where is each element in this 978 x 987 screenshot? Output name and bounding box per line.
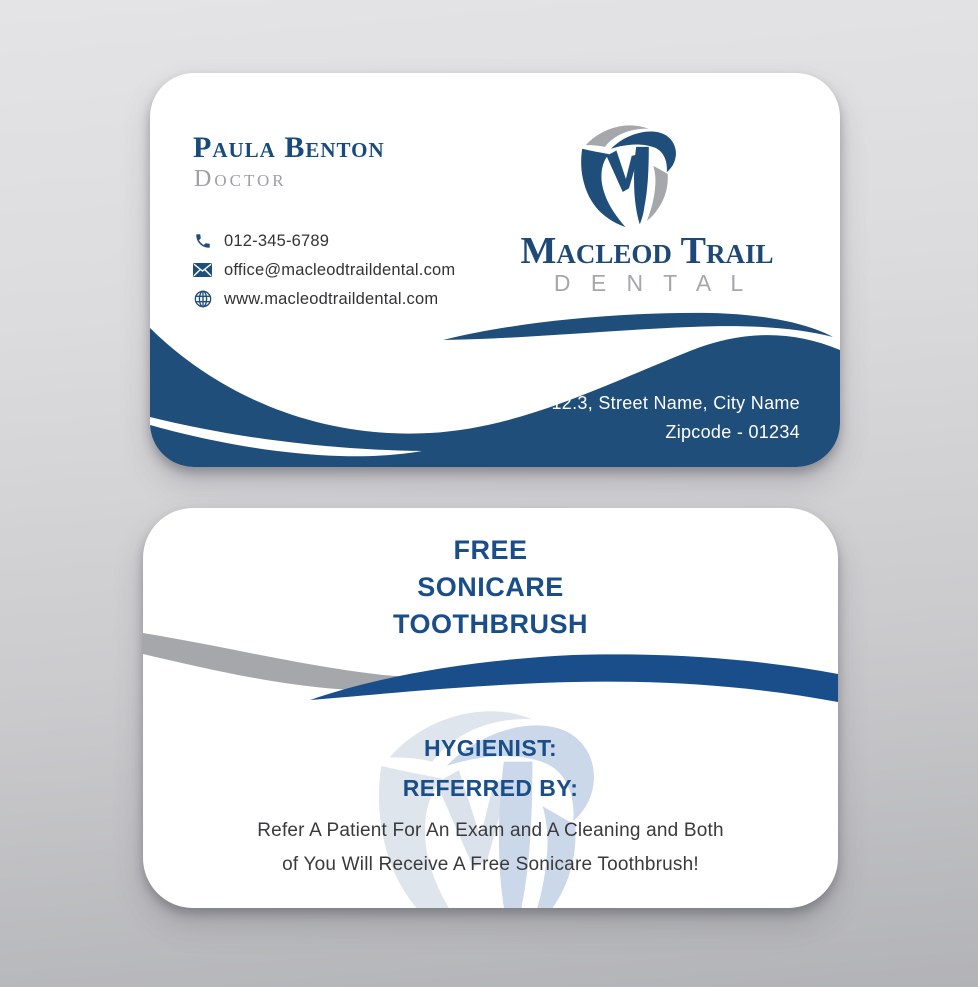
referral-labels — [143, 728, 838, 808]
contact-row-phone — [193, 231, 455, 251]
offer-headline-line3: TOOTHBRUSH — [392, 609, 588, 639]
front-card — [150, 73, 840, 467]
referral-description — [143, 814, 838, 882]
address-line2: Zipcode - 01234 — [665, 422, 800, 442]
email-address: office@macleodtraildental.com — [224, 260, 456, 279]
person-title: Doctor — [194, 166, 287, 192]
person-name: Paula Benton — [193, 131, 385, 164]
mt-tooth-logo-icon — [575, 117, 683, 229]
referral-description-line1: Refer A Patient For An Exam and A Cleaning and Both — [257, 820, 724, 841]
phone-icon — [193, 232, 212, 251]
hygienist-label: HYGIENIST: — [423, 735, 558, 761]
address-line1: 12.3, Street Name, City Name — [551, 393, 800, 413]
offer-headline-line1: FREE — [453, 535, 528, 565]
referral-description-line2: of You Will Receive A Free Sonicare Toothbrush! — [282, 854, 699, 875]
phone-number: 012-345-6789 — [224, 231, 330, 250]
offer-headline-line2: SONICARE — [417, 572, 564, 602]
referred-by-label: REFERRED BY: — [402, 775, 579, 801]
company-subtitle: D E N T A L — [553, 270, 751, 296]
website-url: www.macleodtraildental.com — [224, 289, 439, 308]
address-block — [552, 389, 801, 447]
company-name: Macleod Trail — [520, 230, 774, 272]
back-card — [143, 508, 838, 908]
